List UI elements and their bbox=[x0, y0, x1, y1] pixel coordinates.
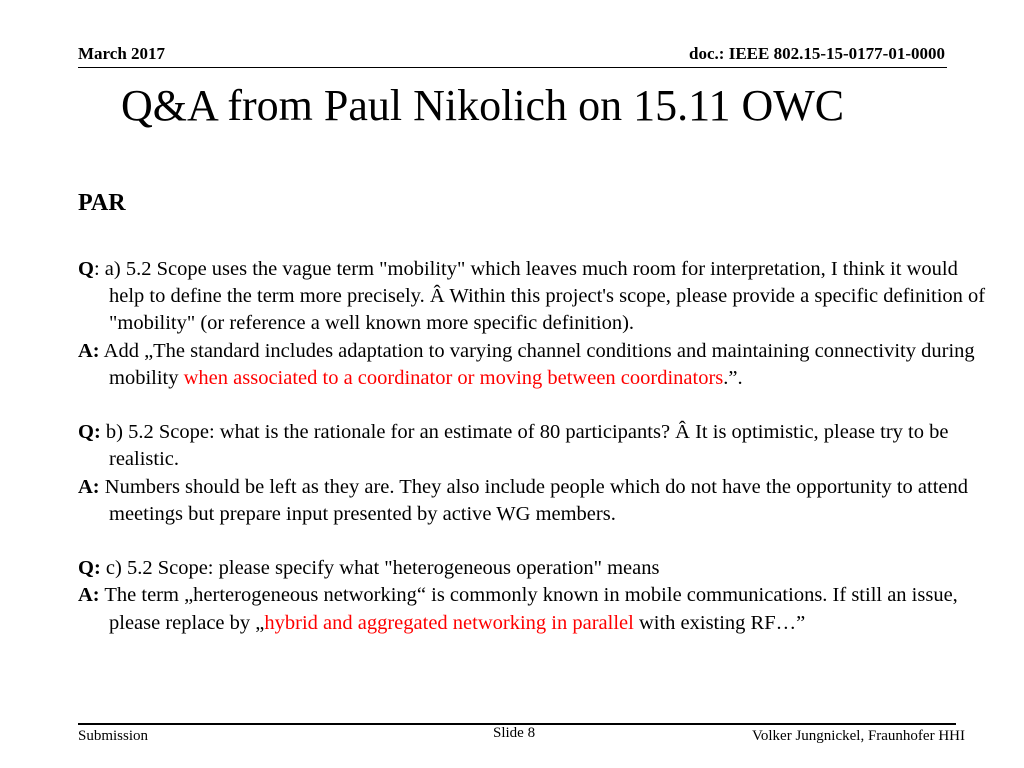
footer-author: Volker Jungnickel, Fraunhofer HHI bbox=[751, 728, 965, 744]
answer-label: A: bbox=[78, 339, 100, 362]
slide-number: Slide 8 bbox=[493, 725, 536, 741]
question-label: Q: bbox=[78, 421, 101, 444]
question-label: Q bbox=[78, 258, 94, 280]
answer-text: The term „herterogeneous networking“ is commonly known in mobile communications. If still an issue, please replace by „ bbox=[99, 584, 958, 634]
question-c bbox=[78, 555, 996, 582]
header-date: March 2017 bbox=[78, 44, 166, 63]
answer-label: A: bbox=[78, 475, 100, 498]
question-text: : a) 5.2 Scope uses the vague term "mobility" which leaves much room for interpretation, I think it would help to define the term more precisely. Â Within this project's scope, please provide a specific definition of "mobility" (or reference a well known more specific definition). bbox=[93, 258, 986, 335]
question-text: b) 5.2 Scope: what is the rationale for an estimate of 80 participants? Â It is optimistic, please try to be realistic. bbox=[100, 421, 949, 471]
answer-a bbox=[78, 338, 996, 392]
slide-body bbox=[78, 188, 996, 637]
answer-label: A: bbox=[78, 584, 100, 607]
question-label: Q: bbox=[78, 557, 101, 580]
answer-text-end: with existing RF…” bbox=[633, 611, 806, 634]
answer-c bbox=[78, 582, 996, 636]
answer-text-end: .”. bbox=[723, 366, 743, 389]
header-doc-id: doc.: IEEE 802.15-15-0177-01-0000 bbox=[689, 44, 945, 63]
question-a bbox=[78, 256, 996, 338]
answer-highlight: when associated to a coordinator or moving between coordinators bbox=[183, 366, 724, 389]
question-text: c) 5.2 Scope: please specify what "heterogeneous operation" means bbox=[100, 557, 660, 580]
answer-text: Numbers should be left as they are. They also include people which do not have the opportunity to attend meetings but prepare input presented by active WG members. bbox=[99, 475, 969, 525]
header-divider bbox=[78, 67, 947, 68]
answer-text: Add „The standard includes adaptation to varying channel conditions and maintaining connectivity during mobility bbox=[99, 339, 975, 389]
slide-title: Q&A from Paul Nikolich on 15.11 OWC bbox=[121, 81, 845, 130]
section-heading: PAR bbox=[78, 190, 126, 216]
footer-submission: Submission bbox=[78, 728, 149, 744]
answer-b bbox=[78, 474, 996, 528]
question-b bbox=[78, 419, 996, 473]
answer-highlight: hybrid and aggregated networking in parallel bbox=[264, 611, 634, 634]
